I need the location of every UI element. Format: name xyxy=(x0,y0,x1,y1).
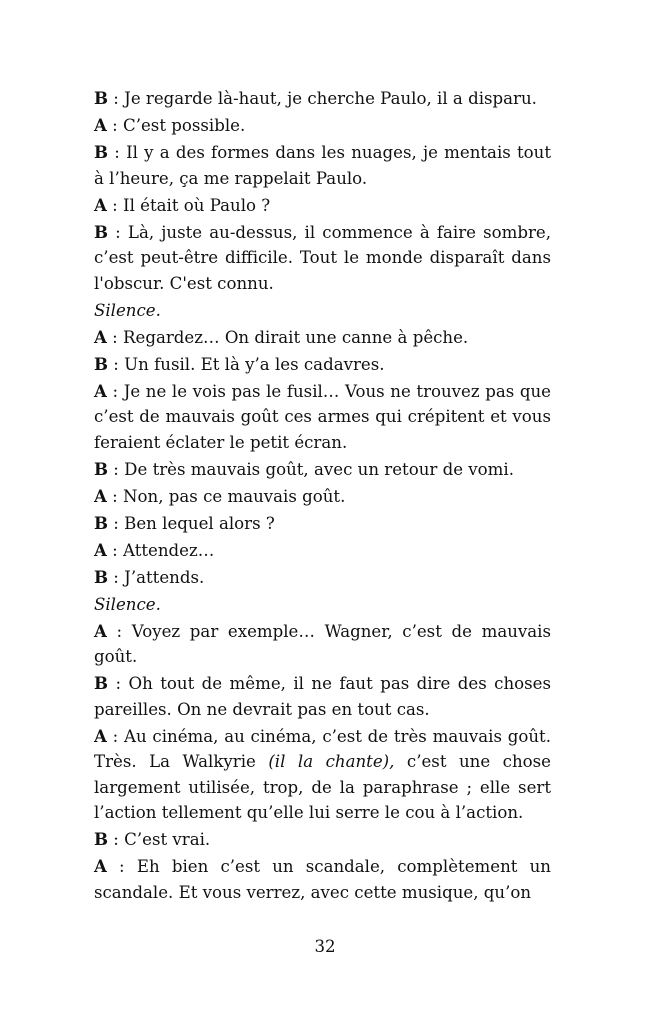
dialogue-line xyxy=(94,724,551,826)
inline-stage-direction: (il la chante), xyxy=(268,752,395,771)
line-text: Je ne le vois pas le fusil… Vous ne trouvez pas que c’est de mauvais goût ces armes qui crépitent et vous feraient éclater le petit écran. xyxy=(94,381,552,452)
separator: : xyxy=(106,857,137,876)
separator: : xyxy=(108,459,125,479)
line-text: Je regarde là-haut, je cherche Paulo, il a disparu. xyxy=(124,89,537,108)
stage-direction: Silence. xyxy=(94,594,161,614)
dialogue-text xyxy=(94,86,551,907)
speaker-label: B xyxy=(94,88,109,108)
line-text: Au cinéma, au cinéma, c’est de très mauvais goût. Très. La Walkyrie xyxy=(94,726,551,771)
dialogue-line xyxy=(94,565,551,591)
speaker-label: A xyxy=(94,485,107,506)
dialogue-line xyxy=(94,113,551,139)
speaker-label: B xyxy=(94,221,109,242)
line-text: Il y a des formes dans les nuages, je mentais tout à l’heure, ça me rappelait Paulo. xyxy=(94,143,552,188)
line-text: Eh bien c’est un scandale, complètement un scandale. Et vous verrez, avec cette musique, qu’on xyxy=(94,857,551,902)
line-text: C’est possible. xyxy=(123,116,246,135)
speaker-label: B xyxy=(94,512,109,533)
line-text-continued: c’est une chose largement utilisée, trop, de la paraphrase ; elle sert l’action tellement qu’elle lui serre le cou à l’action. xyxy=(94,752,551,822)
dialogue-line xyxy=(94,193,551,219)
speaker-label: B xyxy=(94,566,109,587)
line-text: Là, juste au-dessus, il commence à faire sombre, c’est peut-être difficile. Tout le monde disparaît dans l'obscur. C'est connu. xyxy=(94,222,551,293)
separator: : xyxy=(108,354,125,374)
separator: : xyxy=(106,726,124,746)
line-text: C’est vrai. xyxy=(124,830,211,849)
speaker-label: B xyxy=(94,829,109,849)
line-text: Oh tout de même, il ne faut pas dire des choses pareilles. On ne devrait pas en tout cas. xyxy=(94,674,551,719)
dialogue-line xyxy=(94,619,551,670)
dialogue-line xyxy=(94,379,551,456)
dialogue-line xyxy=(94,325,551,351)
line-text: J’attends. xyxy=(124,567,205,587)
speaker-label: A xyxy=(94,539,107,560)
speaker-label: B xyxy=(94,353,109,374)
separator: : xyxy=(108,674,129,693)
separator: : xyxy=(106,327,124,347)
speaker-label: A xyxy=(94,194,107,215)
separator: : xyxy=(108,89,125,108)
speaker-label: B xyxy=(94,142,109,162)
separator: : xyxy=(106,486,124,506)
line-text: De très mauvais goût, avec un retour de vomi. xyxy=(124,459,514,479)
separator: : xyxy=(108,830,125,849)
separator: : xyxy=(106,540,124,560)
line-text: Un fusil. Et là y’a les cadavres. xyxy=(124,354,385,374)
dialogue-line xyxy=(94,457,551,483)
page-number: 32 xyxy=(314,937,336,956)
speaker-label: A xyxy=(94,620,107,641)
dialogue-line xyxy=(94,484,551,510)
line-text: Attendez… xyxy=(123,540,215,560)
dialogue-line xyxy=(94,511,551,537)
line-text: Non, pas ce mauvais goût. xyxy=(123,486,346,506)
dialogue-line xyxy=(94,538,551,564)
separator: : xyxy=(108,513,125,533)
line-text: Ben lequel alors ? xyxy=(124,513,275,533)
separator: : xyxy=(106,195,124,215)
dialogue-line xyxy=(94,86,551,112)
separator: : xyxy=(108,143,127,162)
line-text: Il était où Paulo ? xyxy=(123,195,271,215)
dialogue-line xyxy=(94,220,551,297)
dialogue-line xyxy=(94,352,551,378)
separator: : xyxy=(106,621,132,641)
separator: : xyxy=(108,567,125,587)
speaker-label: A xyxy=(94,725,107,746)
dialogue-line xyxy=(94,827,551,853)
speaker-label: A xyxy=(94,856,107,876)
dialogue-line xyxy=(94,854,551,905)
separator: : xyxy=(106,116,124,135)
dialogue-line xyxy=(94,671,551,722)
line-text: Voyez par exemple… Wagner, c’est de mauvais goût. xyxy=(94,621,552,666)
speaker-label: B xyxy=(94,458,109,479)
speaker-label: A xyxy=(94,326,107,347)
speaker-label: A xyxy=(94,380,107,401)
separator: : xyxy=(106,381,124,401)
separator: : xyxy=(108,222,128,242)
line-text: Regardez… On dirait une canne à pêche. xyxy=(123,327,469,347)
speaker-label: A xyxy=(94,115,107,135)
stage-direction: Silence. xyxy=(94,300,161,320)
dialogue-line xyxy=(94,140,551,191)
speaker-label: B xyxy=(94,673,109,693)
